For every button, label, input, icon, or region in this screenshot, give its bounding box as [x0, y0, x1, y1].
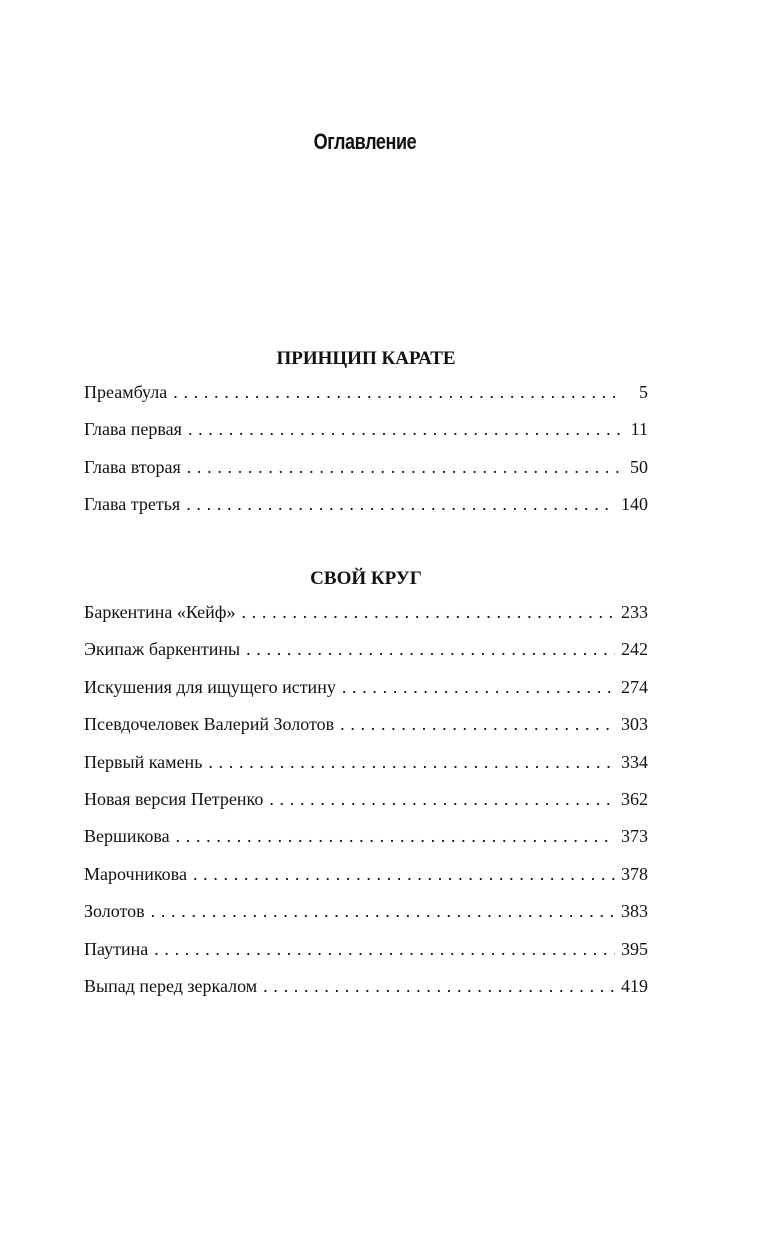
- entry-page-number: 362: [621, 788, 648, 809]
- toc-entry[interactable]: [84, 752, 648, 789]
- toc-entry-list: [84, 382, 648, 532]
- toc-entry[interactable]: [84, 789, 648, 826]
- dot-leader: [176, 826, 615, 847]
- toc-entry[interactable]: [84, 639, 648, 676]
- entry-title: Паутина: [84, 938, 149, 959]
- entry-title: Глава третья: [84, 494, 181, 515]
- entry-page-number: 383: [621, 901, 648, 922]
- entry-page-number: 274: [621, 676, 648, 697]
- toc-entry[interactable]: [84, 677, 648, 714]
- dot-leader: [151, 901, 615, 922]
- dot-leader: [342, 677, 615, 698]
- entry-title: Псевдочеловек Валерий Золотов: [84, 714, 335, 735]
- toc-entry[interactable]: [84, 976, 648, 1013]
- entry-page-number: 242: [621, 639, 648, 660]
- entry-title: Баркентина «Кейф»: [84, 602, 236, 622]
- toc-entry[interactable]: [84, 939, 648, 976]
- toc-entry[interactable]: [84, 714, 648, 751]
- dot-leader: [187, 457, 620, 478]
- entry-title: Глава вторая: [84, 456, 181, 477]
- entry-title: Преамбула: [84, 382, 168, 402]
- dot-leader: [188, 419, 620, 440]
- entry-title: Глава первая: [84, 419, 182, 440]
- entry-title: Выпад перед зеркалом: [84, 975, 258, 996]
- dot-leader: [154, 939, 615, 960]
- entry-page-number: 11: [630, 419, 648, 440]
- entry-page-number: 303: [621, 714, 648, 735]
- toc-entry[interactable]: [84, 457, 648, 494]
- section-title: ПРИНЦИП КАРАТЕ: [276, 348, 456, 369]
- entry-page-number: 373: [621, 826, 648, 847]
- toc-entry[interactable]: [84, 901, 648, 938]
- section-title: СВОЙ КРУГ: [310, 568, 422, 589]
- entry-title: Вершикова: [84, 826, 170, 847]
- toc-section-principle-karate: [84, 344, 648, 532]
- entry-page-number: 334: [621, 751, 648, 772]
- entry-title: Марочникова: [84, 863, 187, 884]
- page-title: Оглавление: [313, 128, 417, 154]
- entry-page-number: 140: [621, 494, 648, 515]
- toc-entry[interactable]: [84, 419, 648, 456]
- toc-entry[interactable]: [84, 826, 648, 863]
- dot-leader: [186, 494, 615, 515]
- entry-page-number: 233: [621, 602, 648, 622]
- dot-leader: [269, 789, 615, 810]
- entry-title: Новая версия Петренко: [84, 788, 264, 809]
- dot-leader: [208, 752, 615, 773]
- entry-page-number: 419: [621, 975, 648, 996]
- toc-entry[interactable]: [84, 494, 648, 531]
- entry-title: Искушения для ищущего истину: [84, 676, 336, 697]
- entry-page-number: 395: [621, 938, 648, 959]
- dot-leader: [241, 602, 615, 623]
- entry-page-number: 50: [630, 456, 648, 477]
- entry-title: Первый камень: [84, 751, 203, 772]
- toc-entry[interactable]: [84, 602, 648, 639]
- toc-section-svoy-krug: [84, 564, 648, 1013]
- toc-entry-list: [84, 602, 648, 1013]
- entry-title: Экипаж баркентины: [84, 639, 241, 660]
- dot-leader: [263, 976, 615, 997]
- toc-entry[interactable]: [84, 864, 648, 901]
- entry-title: Золотов: [84, 901, 145, 922]
- dot-leader: [246, 639, 615, 660]
- entry-page-number: 378: [621, 863, 648, 884]
- toc-entry[interactable]: [84, 382, 648, 419]
- dot-leader: [173, 382, 620, 403]
- dot-leader: [193, 864, 615, 885]
- entry-page-number: 5: [639, 382, 648, 402]
- dot-leader: [340, 714, 615, 735]
